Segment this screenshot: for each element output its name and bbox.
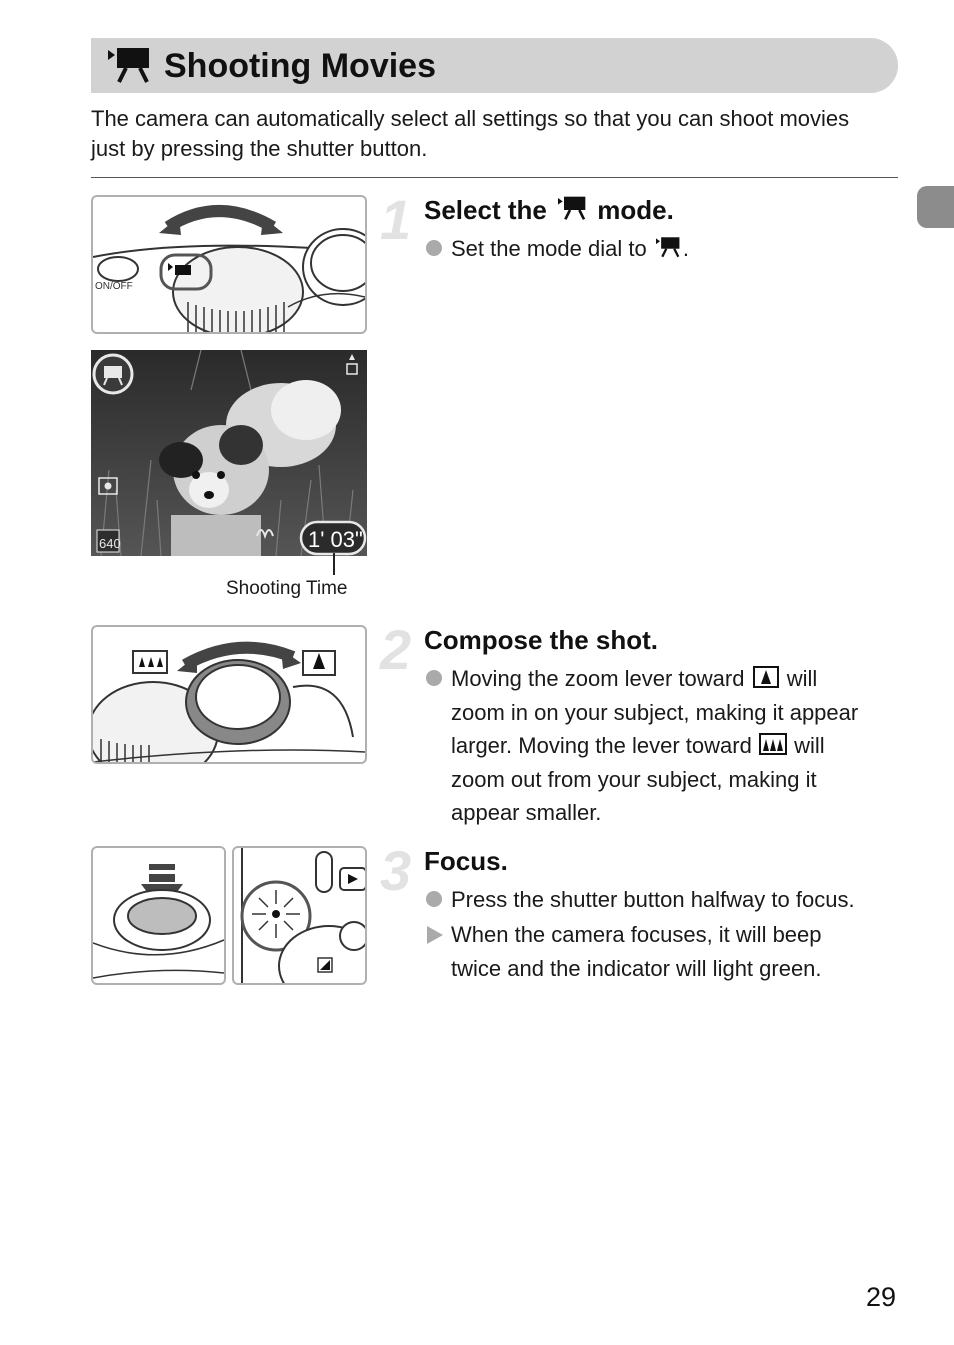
indicator-drawing <box>234 848 365 983</box>
step-3-bullet-2 <box>451 918 921 985</box>
bullet-triangle-icon <box>426 925 444 945</box>
bullet-circle-icon <box>425 669 443 687</box>
shooting-time-caption: Shooting Time <box>226 578 348 599</box>
step-1-bullet-text: Set the mode dial to <box>451 236 647 261</box>
zoom-lever-drawing <box>93 627 365 762</box>
step-2-line-1-start: Moving the zoom lever toward <box>451 666 745 691</box>
step-2-line-2: zoom in on your subject, making it appear <box>451 699 859 725</box>
step-2-bullet <box>451 662 921 830</box>
step-3-bullet-1: Press the shutter button halfway to focus. <box>451 887 855 912</box>
resolution-label: 640 <box>99 536 121 551</box>
mode-dial-drawing <box>93 197 365 332</box>
chapter-tab <box>917 186 954 228</box>
on-off-label: ON/OFF <box>95 281 133 292</box>
movie-mode-icon <box>554 194 590 222</box>
step-2-line-1 <box>451 662 921 696</box>
step-1-bullet-period: . <box>682 236 689 261</box>
lcd-dog-photo <box>91 350 367 556</box>
step-2-line-3 <box>451 729 921 763</box>
movie-camera-icon <box>106 44 152 86</box>
shooting-time-readout: 1' 03" <box>308 527 363 552</box>
step-3-bullet-2-line-1: When the camera focuses, it will beep <box>451 922 822 947</box>
step-2-line-1-end: will <box>786 666 818 691</box>
step-number-3: 3 <box>380 839 412 902</box>
lcd-screen-illustration <box>91 350 367 556</box>
shutter-half-press-illustration <box>91 846 226 985</box>
step-number-1: 1 <box>380 188 412 251</box>
step-2-title: Compose the shot. <box>424 625 659 655</box>
page-number: 29 <box>866 1282 897 1312</box>
step-3-title: Focus. <box>424 846 508 876</box>
step-1-title-start: Select the <box>424 195 547 225</box>
step-1-title-end: mode. <box>597 195 674 225</box>
step-3-bullet-2-line-2: twice and the indicator will light green. <box>451 955 822 981</box>
bullet-circle-icon <box>425 239 443 257</box>
caption-leader-line <box>333 553 335 575</box>
mode-dial-illustration <box>91 195 367 334</box>
shutter-drawing <box>93 848 224 983</box>
step-2-line-4: zoom out from your subject, making it <box>451 766 817 792</box>
indicator-lamp-illustration <box>232 846 367 985</box>
step-number-2: 2 <box>380 618 412 681</box>
step-1-title <box>424 194 674 226</box>
step-2-line-5: appear smaller. <box>451 800 602 825</box>
zoom-lever-illustration <box>91 625 367 764</box>
telephoto-icon <box>751 665 781 689</box>
step-2-line-3-start: larger. Moving the lever toward <box>451 733 752 758</box>
bullet-circle-icon <box>425 890 443 908</box>
intro-paragraph: The camera can automatically select all settings so that you can shoot movies just by pressing the shutter button. <box>91 106 850 161</box>
step-2-line-3-end: will <box>794 733 825 758</box>
wide-angle-icon <box>758 732 788 756</box>
divider <box>91 177 898 178</box>
page-title: Shooting Movies <box>164 47 436 85</box>
movie-mode-icon <box>653 235 683 259</box>
step-1-bullet <box>451 232 921 266</box>
